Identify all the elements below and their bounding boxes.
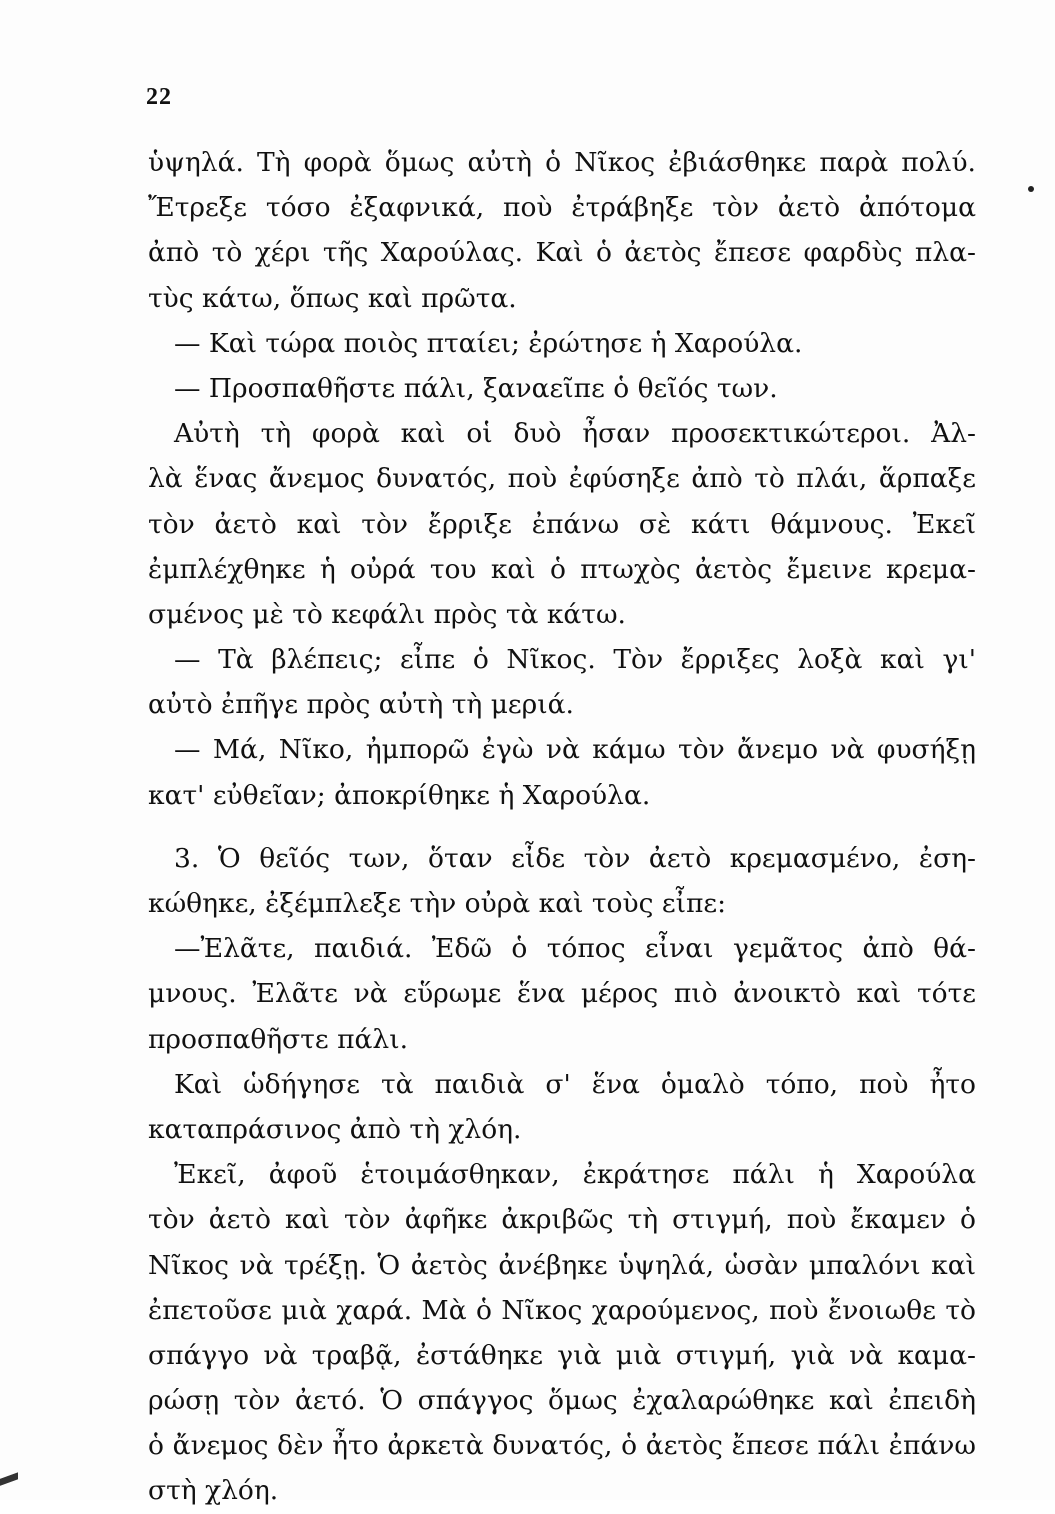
text-line: προσπαθῆστε πάλι. [148, 1023, 409, 1055]
text-line: καταπράσινος ἀπὸ τὴ χλόη. [148, 1113, 522, 1145]
scan-edge-mark [0, 1460, 18, 1500]
text-line: μνους. Ἐλᾶτε νὰ εὕρωμε ἕνα μέρος πιὸ ἀνοικτὸ καὶ τότε [148, 978, 976, 1010]
text-line: — Τὰ βλέπεις; εἶπε ὁ Νῖκος. Τὸν ἔρριξες λοξὰ καὶ γι' [174, 644, 976, 676]
text-line: — Μά, Νῖκο, ἠμπορῶ ἐγὼ νὰ κάμω τὸν ἄνεμο νὰ φυσήξῃ [174, 734, 976, 766]
body-text [148, 140, 976, 1514]
text-line: τὺς κάτω, ὅπως καὶ πρῶτα. [148, 282, 517, 314]
text-line: — Καὶ τώρα ποιὸς πταίει; ἐρώτησε ἡ Χαρούλα. [174, 327, 803, 359]
text-line: ὁ ἄνεμος δὲν ἦτο ἀρκετὰ δυνατός, ὁ ἀετὸς ἔπεσε πάλι ἐπάνω [148, 1430, 976, 1462]
text-line: Νῖκος νὰ τρέξῃ. Ὁ ἀετὸς ἀνέβηκε ὑψηλά, ὡσὰν μπαλόνι καὶ [148, 1249, 976, 1281]
text-line: ἐμπλέχθηκε ἡ οὐρά του καὶ ὁ πτωχὸς ἀετὸς ἔμεινε κρεμα- [148, 553, 976, 585]
text-line: τὸν ἀετὸ καὶ τὸν ἀφῆκε ἀκριβῶς τὴ στιγμή, ποὺ ἔκαμεν ὁ [148, 1204, 976, 1236]
text-line: ἀπὸ τὸ χέρι τῆς Χαρούλας. Καὶ ὁ ἀετὸς ἔπεσε φαρδὺς πλα- [148, 237, 976, 269]
text-line: Ἔτρεξε τόσο ἐξαφνικά, ποὺ ἐτράβηξε τὸν ἀετὸ ἀπότομα [148, 192, 976, 224]
text-line: σμένος μὲ τὸ κεφάλι πρὸς τὰ κάτω. [148, 598, 626, 630]
text-line: λὰ ἕνας ἄνεμος δυνατός, ποὺ ἐφύσηξε ἀπὸ τὸ πλάι, ἅρπαξε [148, 463, 976, 495]
text-line: ἐπετοῦσε μιὰ χαρά. Μὰ ὁ Νῖκος χαρούμενος, ποὺ ἔνοιωθε τὸ [148, 1294, 976, 1326]
text-line: κώθηκε, ἐξέμπλεξε τὴν οὐρὰ καὶ τοὺς εἶπε: [148, 888, 727, 919]
text-line: ρώσῃ τὸν ἀετό. Ὁ σπάγγος ὅμως ἐχαλαρώθηκε καὶ ἐπειδὴ [148, 1385, 976, 1417]
text-line: 3. Ὁ θεῖός των, ὅταν εἶδε τὸν ἀετὸ κρεμασμένο, ἐση- [174, 842, 976, 874]
text-line: Καὶ ὡδήγησε τὰ παιδιὰ σ' ἕνα ὁμαλὸ τόπο, ποὺ ἦτο [174, 1068, 976, 1100]
text-line: —Ἐλᾶτε, παιδιά. Ἐδῶ ὁ τόπος εἶναι γεμᾶτος ἀπὸ θά- [174, 933, 976, 965]
text-line: — Προσπαθῆστε πάλι, ξαναεῖπε ὁ θεῖός των. [174, 372, 778, 404]
text-line: τὸν ἀετὸ καὶ τὸν ἔρριξε ἐπάνω σὲ κάτι θάμνους. Ἐκεῖ [148, 508, 976, 540]
text-line: αὐτὸ ἐπῆγε πρὸς αὐτὴ τὴ μεριά. [148, 689, 574, 721]
page-number: 22 [146, 84, 172, 110]
text-line: ὑψηλά. Τὴ φορὰ ὅμως αὐτὴ ὁ Νῖκος ἐβιάσθηκε παρὰ πολύ. [148, 147, 976, 178]
paragraph-gap [148, 818, 976, 836]
margin-dot [1028, 186, 1034, 192]
text-line: σπάγγο νὰ τραβᾷ, ἐστάθηκε γιὰ μιὰ στιγμή, γιὰ νὰ καμα- [148, 1339, 976, 1371]
text-line: Ἐκεῖ, ἀφοῦ ἑτοιμάσθηκαν, ἐκράτησε πάλι ἡ Χαρούλα [174, 1159, 976, 1191]
text-line: κατ' εὐθεῖαν; ἀποκρίθηκε ἡ Χαρούλα. [148, 779, 651, 811]
text-line: Αὐτὴ τὴ φορὰ καὶ οἱ δυὸ ἦσαν προσεκτικώτεροι. Ἀλ- [174, 418, 976, 450]
text-line: στὴ χλόη. [148, 1475, 279, 1507]
